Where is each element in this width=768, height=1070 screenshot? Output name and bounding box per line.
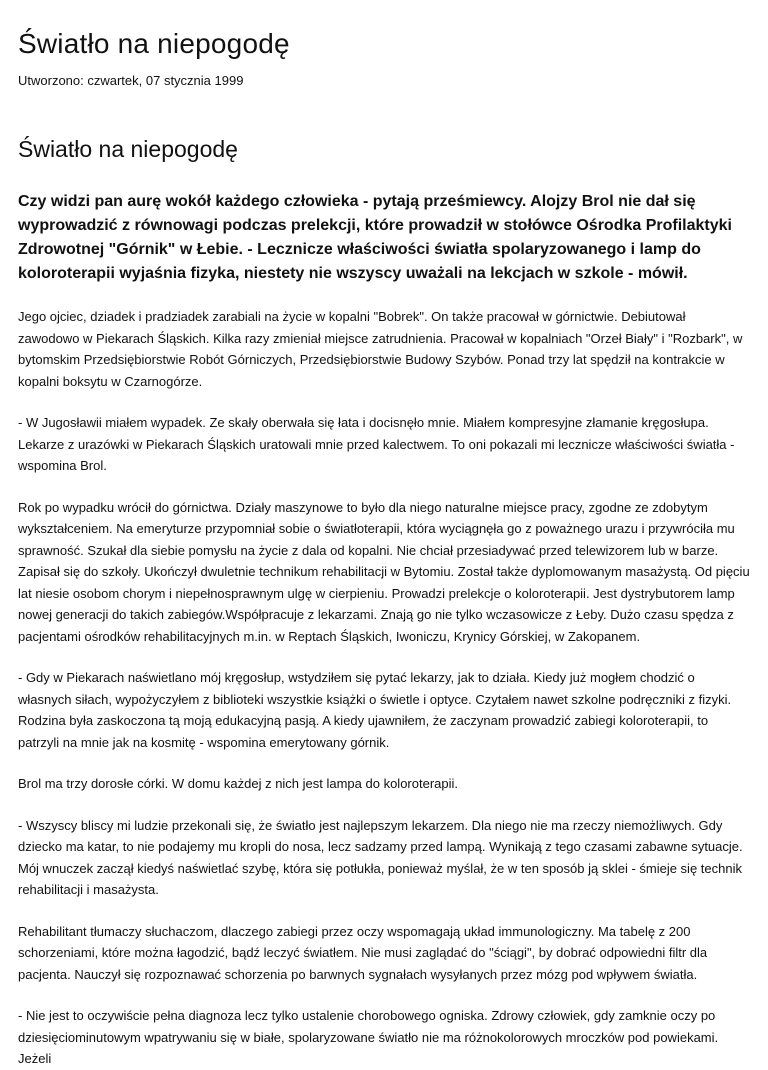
paragraph: Brol ma trzy dorosłe córki. W domu każdej z nich jest lampa do koloroterapii. — [18, 776, 459, 791]
paragraph: Rok po wypadku wrócił do górnictwa. Działy maszynowe to było dla niego naturalne miejsce pracy, zgodne ze zdobytym wykształceniem. Na emeryturze przypomniał sobie o światłoterapii, która wyciągnęła go z poważnego urazu i przywróciła mu sprawność. Szukał dla siebie pomysłu na życie z dala od kopalni. Nie chciał przesiadywać przed telewizorem lub w barze. Zapisał się do szkoły. Ukończył dwuletnie technikum rehabilitacji w Bytomiu. Został także dyplomowanym masażystą. Od pięciu lat niesie osobom chorym i niepełnosprawnym ulgę w cierpieniu. Prowadzi prelekcje o koloroterapii. Jest dystrybutorem lamp nowej generacji do takich zabiegów.Współpracuje z lekarzami. Znają go nie tylko wczasowicze z Łeby. Dużo czasu spędza z pacjentami ośrodków rehabilitacyjnych m.in. w Reptach Śląskich, Iwoniczu, Krynicy Górskiej, w Zakopanem. — [18, 499, 750, 644]
paragraph: - W Jugosławii miałem wypadek. Ze skały oberwała się łata i docisnęło mnie. Miałem kompresyjne złamanie kręgosłupa. Lekarze z urazówki w Piekarach Śląskich uratowali mnie przed kalectwem. To oni pokazali mi lecznicze właściwości światła - wspomina Brol. — [18, 415, 735, 473]
paragraph: Jego ojciec, dziadek i pradziadek zarabiali na życie w kopalni "Bobrek". On także pracował w górnictwie. Debiutował zawodowo w Piekarach Śląskich. Kilka razy zmieniał miejsce zatrudnienia. Pracował w kopalniach "Orzeł Biały" i "Rozbark", w bytomskim Przedsiębiorstwie Robót Górniczych, Przedsiębiorstwie Budowy Szybów. Ponad trzy lat spędził na kontrakcie w kopalni boksytu w Czarnogórze. — [18, 309, 743, 389]
created-date: Utworzono: czwartek, 07 stycznia 1999 — [18, 73, 244, 88]
lead-paragraph: Czy widzi pan aurę wokół każdego człowieka - pytają prześmiewcy. Alojzy Brol nie dał się wyprowadzić z równowagi podczas prelekcji, które prowadził w stołówce Ośrodka Profilaktyki Zdrowotnej "Górnik" w Łebie. - Lecznicze właściwości światła spolaryzowanego i lamp do koloroterapii wyjaśnia fizyka, niestety nie wszyscy uważali na lekcjach w szkole - mówił. — [18, 193, 732, 282]
paragraph: Rehabilitant tłumaczy słuchaczom, dlaczego zabiegi przez oczy wspomagają układ immunologiczny. Ma tabelę z 200 schorzeniami, które można łagodzić, bądź leczyć światłem. Nie musi zaglądać do "ściągi", by dobrać odpowiedni filtr dla pacjenta. Nauczył się rozpoznawać schorzenia po barwnych sygnałach wysyłanych przez mózg pod wpływem światła. — [18, 923, 708, 982]
article-title: Światło na niepogodę — [18, 136, 238, 162]
paragraph: - Wszyscy bliscy mi ludzie przekonali się, że światło jest najlepszym lekarzem. Dla niego nie ma rzeczy niemożliwych. Gdy dziecko ma katar, to nie podajemy mu kropli do nosa, lecz sadzamy przed lampą. Wynikają z tego czasami zabawne sytuacje. Mój wnuczek zaczął kiedyś naświetlać szybę, która się potłukła, ponieważ myślał, że w ten sposób ją sklei - śmieje się technik rehabilitacji i masażysta. — [18, 817, 743, 897]
paragraph: - Gdy w Piekarach naświetlano mój kręgosłup, wstydziłem się pytać lekarzy, jak to działa. Kiedy już mogłem chodzić o własnych siłach, wypożyczyłem z biblioteki wszystkie książki o świetle i optyce. Czytałem nawet szkolne podręczniki z fizyki. Rodzina była zaskoczona tą moją edukacyjną pasją. A kiedy ujawniłem, że zaczynam prowadzić zabiegi koloroterapii, to patrzyli na mnie jak na kosmitę - wspomina emerytowany górnik. — [18, 670, 732, 750]
page-title: Światło na niepogodę — [18, 28, 290, 59]
paragraph: - Nie jest to oczywiście pełna diagnoza lecz tylko ustalenie chorobowego ogniska. Zdrowy człowiek, gdy zamknie oczy po dziesięciominutowym wpatrywaniu się w białe, spolaryzowane światło nie ma różnokolorowych mroczków pod powiekami. Jeżeli — [18, 1008, 719, 1066]
